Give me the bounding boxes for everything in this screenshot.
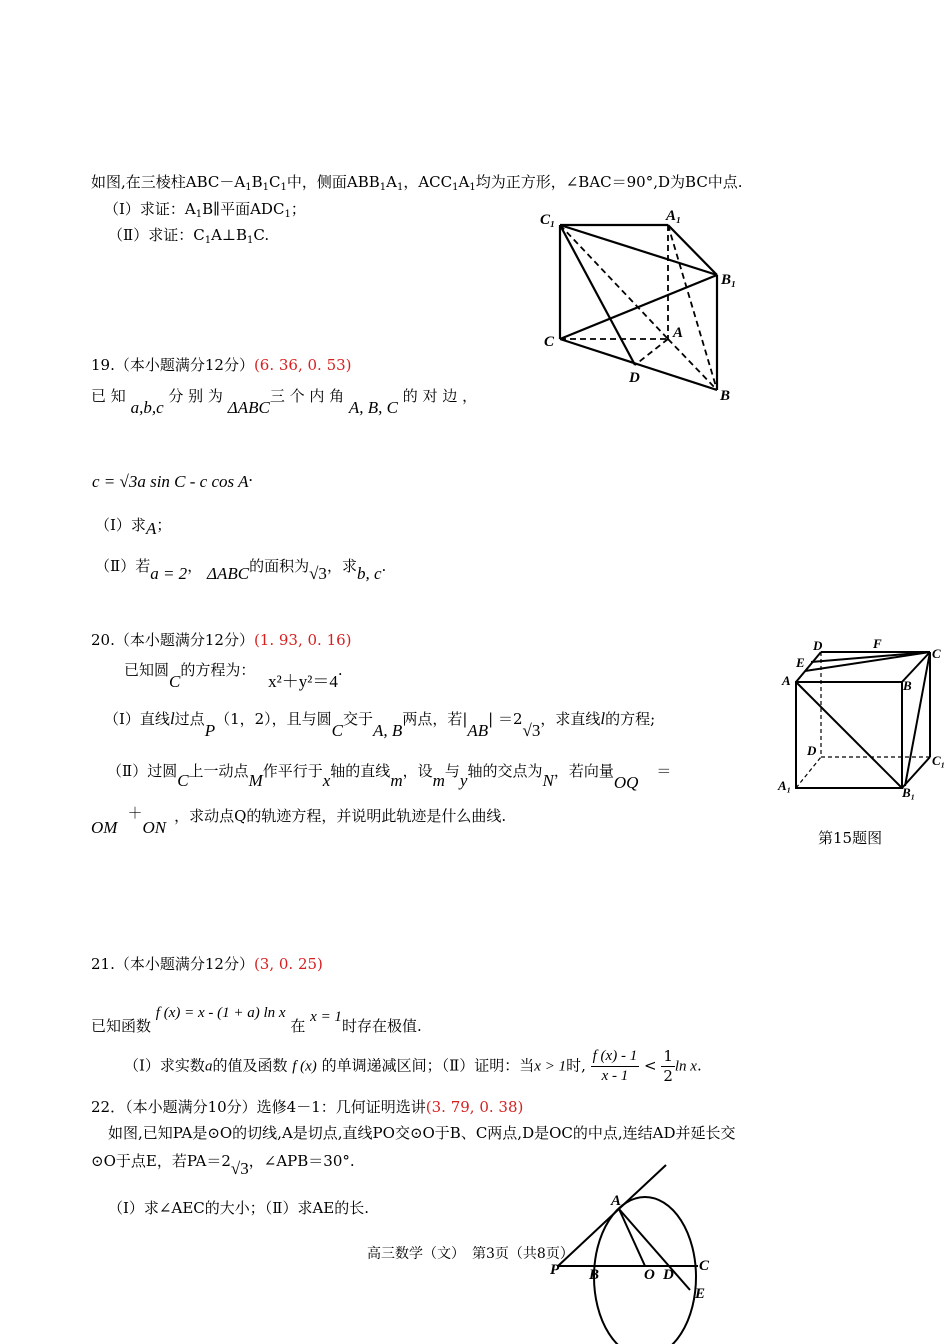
denominator: 2 xyxy=(663,1066,673,1085)
math: ΔABC xyxy=(206,564,250,583)
math: x = 1 xyxy=(310,1009,342,1025)
math: C xyxy=(331,721,344,740)
label-d-bottom: D xyxy=(807,743,817,758)
problem-20-heading xyxy=(91,631,352,649)
prism-figure xyxy=(535,200,750,405)
text: ＋ xyxy=(127,804,143,822)
text: ， xyxy=(187,557,203,575)
math: C xyxy=(169,672,181,691)
math: f (x) xyxy=(292,1058,317,1075)
text: . xyxy=(248,466,253,485)
math: m xyxy=(432,771,445,790)
problem-20-q2 xyxy=(107,761,672,792)
problem-19-q2 xyxy=(95,556,387,583)
math: y xyxy=(459,771,468,790)
math: P xyxy=(204,721,216,740)
text: ，∠APB＝30°. xyxy=(248,1152,355,1170)
text: 两点，若| xyxy=(402,710,468,728)
problem-18-q2: （Ⅱ）求证：$C_1A\perp B_1C$. xyxy=(108,226,270,246)
math: l xyxy=(600,709,606,728)
problem-19-q1 xyxy=(95,515,172,538)
text: 三 个 内 角 xyxy=(269,387,345,405)
text: （Ⅱ）若 xyxy=(95,557,151,575)
math: √3 xyxy=(230,1159,249,1178)
math: ln x xyxy=(674,1058,697,1075)
text: （Ⅰ）求 xyxy=(95,516,146,534)
heading-text: 19.（本小题满分12分） xyxy=(91,356,254,374)
label-b1: B₁ xyxy=(721,272,737,288)
math: AB xyxy=(467,721,489,740)
math: C xyxy=(177,771,189,790)
figure-caption: 第15题图 xyxy=(818,829,883,847)
text: ，求 xyxy=(326,557,357,575)
heading-text: 21.（本小题满分12分） xyxy=(91,955,254,973)
text: 分 别 为 xyxy=(168,387,223,405)
math: m xyxy=(390,771,403,790)
problem-22-line2 xyxy=(91,1151,355,1178)
problem-21-line1 xyxy=(91,1005,422,1036)
label-d: D xyxy=(629,370,640,386)
label-c: C xyxy=(699,1258,710,1274)
label-c1: C₁ xyxy=(932,753,946,768)
cube-figure xyxy=(775,632,947,802)
text: 与 xyxy=(444,762,460,780)
problem-20-q1 xyxy=(104,709,656,740)
text: ⊙O于点E，若PA＝2 xyxy=(91,1152,231,1170)
problem-21-heading xyxy=(91,955,323,973)
text: < xyxy=(643,1056,657,1075)
label-b-top: B xyxy=(903,678,912,693)
heading-text: 20.（本小题满分12分） xyxy=(91,631,254,649)
text: ＝ xyxy=(656,762,672,780)
problem-18-q1: （Ⅰ）求证：$A_1B\parallel$平面$ADC_1$； xyxy=(104,200,306,220)
math-function: f (x) = x - (1 + a) ln x xyxy=(155,1005,286,1021)
label-a: A xyxy=(611,1193,622,1209)
label-b: B xyxy=(589,1267,600,1283)
text: 的单调递减区间；（Ⅱ）证明：当 xyxy=(321,1056,535,1075)
label-e: E xyxy=(695,1286,706,1302)
text: 的 对 边 ， xyxy=(402,387,478,405)
label-c1: C₁ xyxy=(540,212,556,228)
text: （1，2），且与圆 xyxy=(215,710,332,728)
math: a = 2 xyxy=(150,564,188,583)
text: ，求直线 xyxy=(540,710,601,728)
label-b1: B₁ xyxy=(902,785,916,800)
math: A xyxy=(145,519,157,538)
text: （Ⅱ）过圆 xyxy=(107,762,178,780)
stat-text: (1. 93, 0. 16) xyxy=(253,631,352,649)
problem-20-line1 xyxy=(124,660,343,691)
text: . xyxy=(381,557,387,575)
text: . xyxy=(337,661,343,679)
stat-text: (3, 0. 25) xyxy=(253,955,323,973)
text: 已知函数 xyxy=(91,1017,152,1035)
heading-text: 22．（本小题满分10分）选修4－1：几何证明选讲 xyxy=(91,1098,426,1116)
label-d: D xyxy=(663,1267,674,1283)
math: l xyxy=(169,709,175,728)
text: 上一动点 xyxy=(188,762,249,780)
label-c: C xyxy=(544,334,555,350)
stat-text: (6. 36, 0. 53) xyxy=(253,356,352,374)
math: x > 1 xyxy=(534,1058,567,1075)
text: ，若向量 xyxy=(553,762,614,780)
math-vector: OM xyxy=(91,818,118,837)
fraction-1 xyxy=(591,1047,640,1086)
problem-18-intro: 如图,在三棱柱$ABC-A_1B_1C_1$中，侧面$ABB_1A_1$，$ACC_1A_1$均为正方形，∠BAC＝90°,D为BC中点. xyxy=(91,173,743,193)
text: 已知圆 xyxy=(124,661,170,679)
text: 时, xyxy=(566,1056,586,1075)
label-p: P xyxy=(550,1262,560,1278)
text: （Ⅰ）直线 xyxy=(104,710,170,728)
label-b: B xyxy=(720,388,731,404)
problem-19-equation xyxy=(92,466,253,492)
problem-22-heading xyxy=(91,1098,523,1116)
label-a1: A₁ xyxy=(666,208,682,224)
problem-19-line1 xyxy=(91,386,478,417)
numerator: 1 xyxy=(663,1047,673,1065)
label-a1: A₁ xyxy=(778,778,792,793)
problem-19-heading xyxy=(91,356,352,374)
math: N xyxy=(542,771,554,790)
text: ，求动点Q的轨迹方程，并说明此轨迹是什么曲线. xyxy=(174,807,507,825)
math: A, B xyxy=(373,721,403,740)
text: 已 知 xyxy=(91,387,126,405)
math: a xyxy=(204,1058,213,1075)
text: 作平行于 xyxy=(262,762,323,780)
label-f: F xyxy=(873,636,882,651)
fraction-2 xyxy=(661,1047,675,1086)
math-circle-eq: x²＋y²＝4 xyxy=(268,672,338,691)
label-a: A xyxy=(673,325,684,341)
math: x xyxy=(322,771,331,790)
label-d-top: D xyxy=(813,638,823,653)
math-abc: a,b,c xyxy=(130,398,164,417)
math: √3 xyxy=(522,721,541,740)
math: b, c xyxy=(356,564,382,583)
text: 交于 xyxy=(343,710,374,728)
page-footer: 高三数学（文） 第3页（共8页） xyxy=(367,1246,574,1262)
text: 轴的交点为 xyxy=(467,762,543,780)
text: 的值及函数 xyxy=(212,1056,288,1075)
stat-text: (3. 79, 0. 38) xyxy=(425,1098,524,1116)
math-vector: ON xyxy=(142,818,167,837)
text: 的面积为 xyxy=(249,557,310,575)
equation-text: c = √3a sin C - c cos A xyxy=(92,472,249,491)
label-c-top: C xyxy=(932,646,941,661)
math: M xyxy=(248,771,263,790)
text: ； xyxy=(156,516,172,534)
text: | ＝2 xyxy=(488,710,523,728)
problem-20-q2-cont xyxy=(91,804,507,837)
text: 的方程为： xyxy=(180,661,256,679)
math-text: ΔABC xyxy=(227,398,270,417)
math-angles: A, B, C xyxy=(348,398,399,417)
text: ，设 xyxy=(402,762,433,780)
problem-22-line1: 如图,已知PA是⊙O的切线,A是切点,直线PO交⊙O于B、C两点,D是OC的中点,连结AD并延长交 xyxy=(108,1124,736,1142)
problem-21-line2 xyxy=(124,1047,702,1086)
label-a-top: A xyxy=(782,673,791,688)
text: 在 xyxy=(290,1017,306,1035)
text: 时存在极值. xyxy=(341,1017,422,1035)
label-o: O xyxy=(644,1267,655,1283)
numerator: f (x) - 1 xyxy=(591,1047,640,1067)
denominator: x - 1 xyxy=(601,1067,629,1084)
problem-22-question: （Ⅰ）求∠AEC的大小；（Ⅱ）求AE的长. xyxy=(108,1199,369,1217)
label-e: E xyxy=(796,655,805,670)
text: . xyxy=(696,1056,702,1075)
math: √3 xyxy=(309,564,327,583)
math-triangle xyxy=(228,398,270,417)
math-vector: OQ xyxy=(613,773,639,792)
text: 轴的直线 xyxy=(330,762,391,780)
text: （Ⅰ）求实数 xyxy=(124,1056,205,1075)
text: 的方程; xyxy=(605,710,656,728)
text: 过点 xyxy=(174,710,205,728)
